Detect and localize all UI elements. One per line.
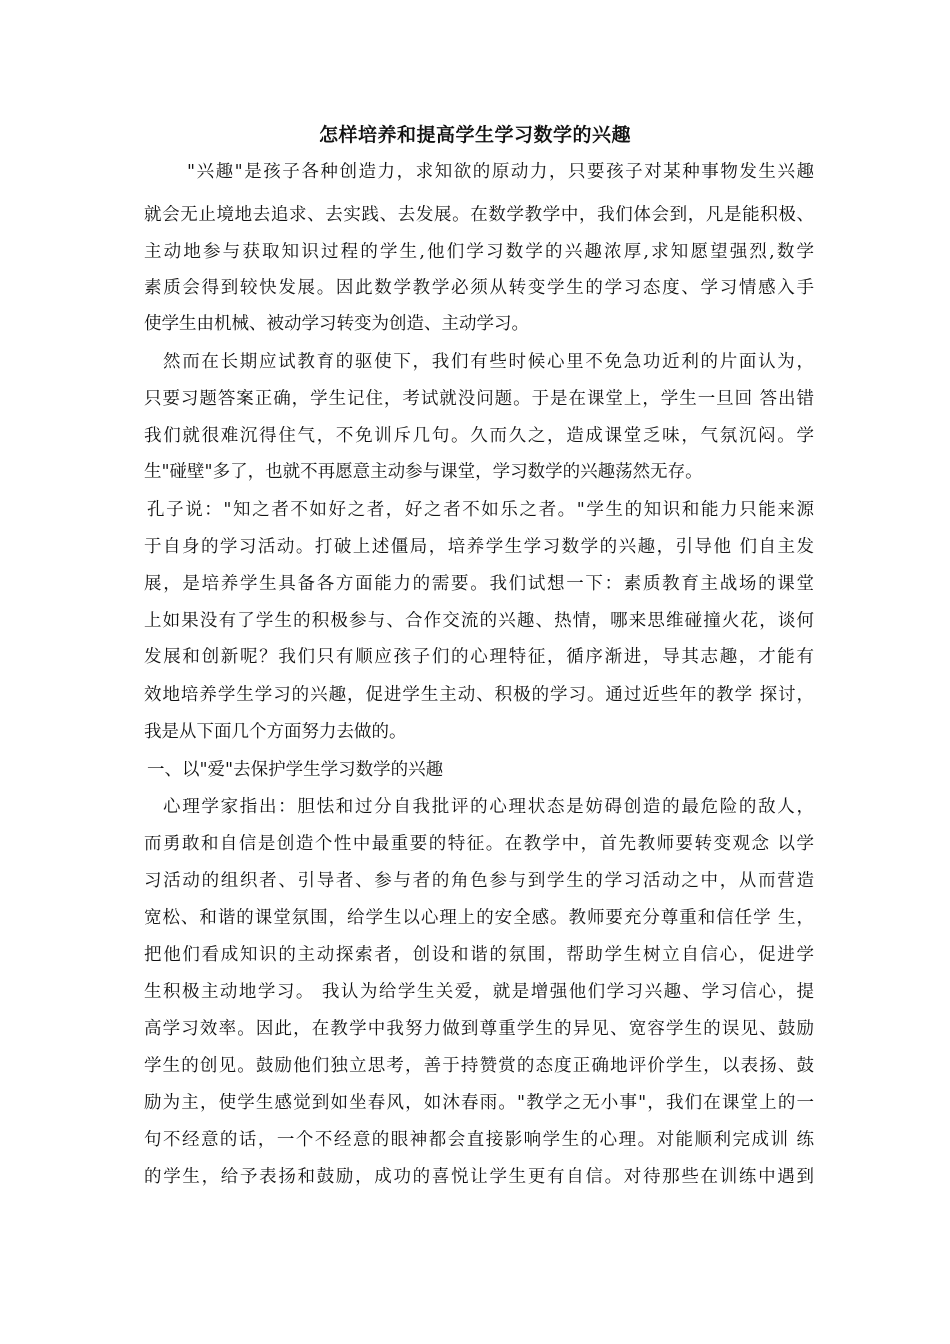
paragraph-line: 句不经意的话，一个不经意的眼神都会直接影响学生的心理。对能顺利完成训 练	[144, 1130, 814, 1150]
paragraph-line: 宽松、和谐的课堂氛围，给学生以心理上的安全感。教师要充分尊重和信任学 生，	[144, 908, 814, 928]
paragraph-line: 生"碰壁"多了，也就不再愿意主动参与课堂，学习数学的兴趣荡然无存。	[144, 462, 703, 482]
paragraph-line: 把他们看成知识的主动探索者，创设和谐的氛围，帮助学生树立自信心，促进学	[144, 945, 814, 965]
paragraph-line: 上如果没有了学生的积极参与、合作交流的兴趣、热情，哪来思维碰撞火花，谈何	[144, 611, 814, 631]
paragraph-line: 展，是培养学生具备各方面能力的需要。我们试想一下：素质教育主战场的课堂	[144, 574, 814, 594]
paragraph-line: 而勇敢和自信是创造个性中最重要的特征。在教学中，首先教师要转变观念 以学	[144, 834, 814, 854]
paragraph-line: 发展和创新呢？我们只有顺应孩子们的心理特征，循序渐进，导其志趣，才能有	[144, 647, 814, 667]
paragraph-line: 习活动的组织者、引导者、参与者的角色参与到学生的学习活动之中，从而营造	[144, 871, 814, 891]
paragraph-line: "兴趣"是孩子各种创造力，求知欲的原动力，只要孩子对某种事物发生兴趣	[187, 162, 814, 182]
paragraph-line: 高学习效率。因此，在教学中我努力做到尊重学生的异见、宽容学生的误见、鼓励	[144, 1019, 814, 1039]
paragraph-line: 的学生，给予表扬和鼓励，成功的喜悦让学生更有自信。对待那些在训练中遇到	[144, 1167, 814, 1187]
paragraph-line: 我是从下面几个方面努力去做的。	[144, 722, 407, 742]
paragraph-line: 就会无止境地去追求、去实践、去发展。在数学教学中，我们体会到，凡是能积极、	[144, 205, 814, 225]
paragraph-line: 然而在长期应试教育的驱使下，我们有些时候心里不免急功近利的片面认为，	[163, 352, 814, 372]
paragraph-line: 效地培养学生学习的兴趣，促进学生主动、积极的学习。通过近些年的教学 探讨，	[144, 685, 814, 705]
paragraph-line: 只要习题答案正确，学生记住，考试就没问题。于是在课堂上，学生一旦回 答出错	[144, 389, 814, 409]
paragraph-line: 学生的创见。鼓励他们独立思考，善于持赞赏的态度正确地评价学生，以表扬、鼓	[144, 1056, 814, 1076]
paragraph-line: 于自身的学习活动。打破上述僵局，培养学生学习数学的兴趣，引导他 们自主发	[144, 537, 814, 557]
paragraph-line: 素质会得到较快发展。因此数学教学必须从转变学生的学习态度、学习情感入手	[144, 278, 814, 298]
paragraph-line: 孔子说："知之者不如好之者，好之者不如乐之者。"学生的知识和能力只能来源	[147, 500, 814, 520]
paragraph-line: 我们就很难沉得住气，不免训斥几句。久而久之，造成课堂乏味，气氛沉闷。学	[144, 426, 814, 446]
paragraph-line: 励为主，使学生感觉到如坐春风，如沐春雨。"教学之无小事"，我们在课堂上的一	[144, 1093, 814, 1113]
paragraph-line: 主动地参与获取知识过程的学生,他们学习数学的兴趣浓厚,求知愿望强烈,数学	[144, 242, 814, 262]
paragraph-line: 使学生由机械、被动学习转变为创造、主动学习。	[144, 314, 529, 334]
section-heading: 一、以"爱"去保护学生学习数学的兴趣	[147, 760, 444, 780]
document-title: 怎样培养和提高学生学习数学的兴趣	[318, 124, 631, 146]
paragraph-line: 心理学家指出：胆怯和过分自我批评的心理状态是妨碍创造的最危险的敌人，	[163, 797, 814, 817]
paragraph-line: 生积极主动地学习。 我认为给学生关爱，就是增强他们学习兴趣、学习信心，提	[144, 982, 814, 1002]
